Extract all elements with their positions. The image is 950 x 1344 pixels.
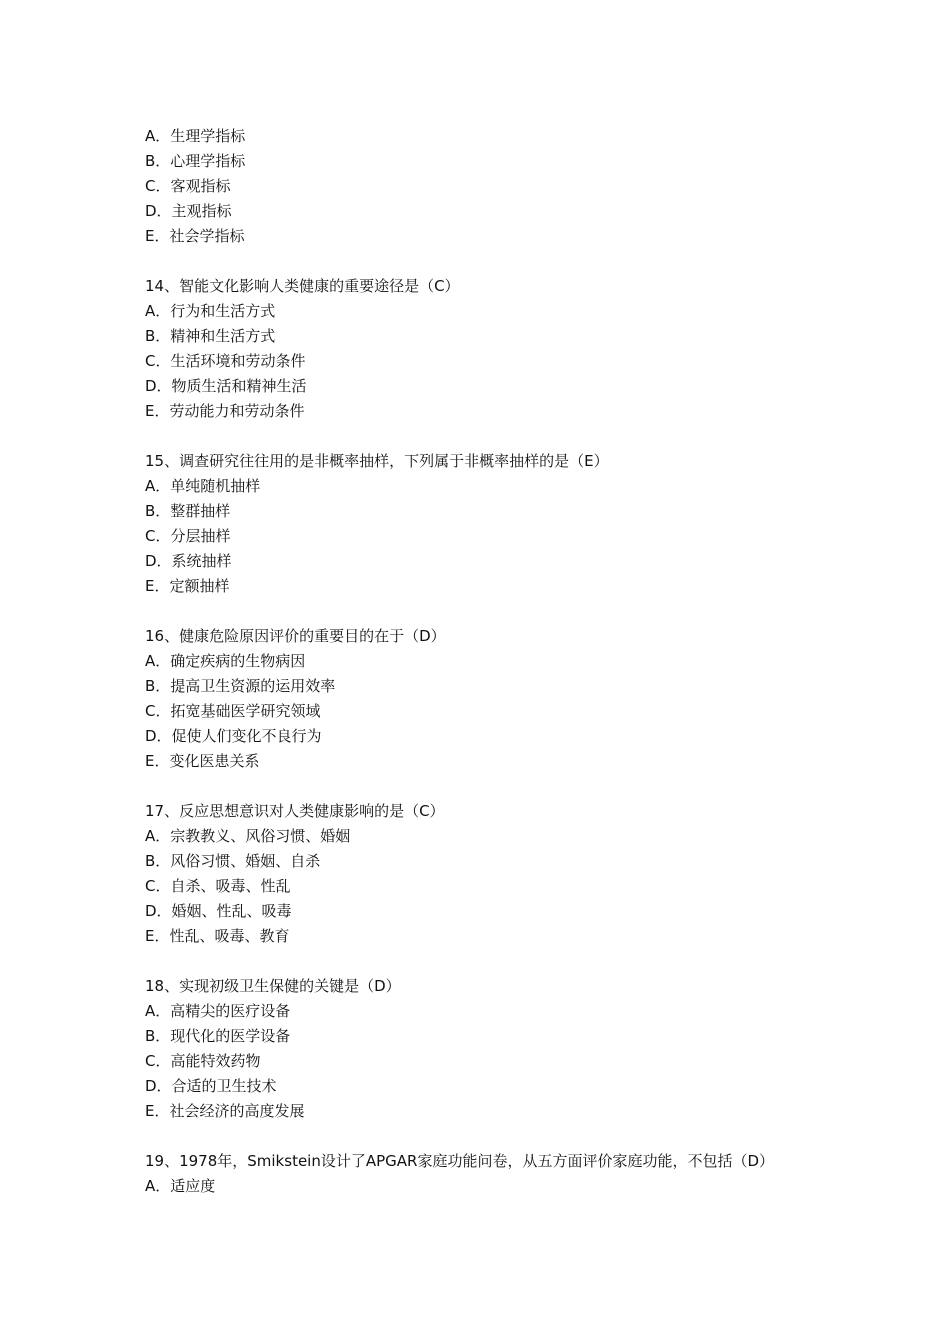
option-c: C．拓宽基础医学研究领域 bbox=[145, 702, 321, 720]
document-page bbox=[145, 124, 810, 1199]
question-block bbox=[145, 274, 810, 424]
question-block bbox=[145, 974, 810, 1124]
option-a: A．适应度 bbox=[145, 1177, 216, 1195]
option-e: E．性乱、吸毒、教育 bbox=[145, 927, 290, 945]
option-d: D．主观指标 bbox=[145, 202, 232, 220]
option-b: B．整群抽样 bbox=[145, 502, 231, 520]
question-block bbox=[145, 1149, 810, 1199]
option-d: D．系统抽样 bbox=[145, 552, 232, 570]
option-c: C．生活环境和劳动条件 bbox=[145, 352, 306, 370]
option-c: C．自杀、吸毒、性乱 bbox=[145, 877, 291, 895]
option-e: E．变化医患关系 bbox=[145, 752, 260, 770]
question-text: 16、健康危险原因评价的重要目的在于（D） bbox=[145, 627, 446, 645]
option-c: C．客观指标 bbox=[145, 177, 231, 195]
option-c: C．高能特效药物 bbox=[145, 1052, 261, 1070]
option-d: D．婚姻、性乱、吸毒 bbox=[145, 902, 292, 920]
option-e: E．定额抽样 bbox=[145, 577, 230, 595]
option-a: A．高精尖的医疗设备 bbox=[145, 1002, 291, 1020]
option-a: A．生理学指标 bbox=[145, 127, 246, 145]
question-block bbox=[145, 449, 810, 599]
option-e: E．社会经济的高度发展 bbox=[145, 1102, 305, 1120]
option-a: A．行为和生活方式 bbox=[145, 302, 276, 320]
option-e: E．劳动能力和劳动条件 bbox=[145, 402, 305, 420]
option-b: B．心理学指标 bbox=[145, 152, 246, 170]
option-d: D．促使人们变化不良行为 bbox=[145, 727, 322, 745]
option-d: D．合适的卫生技术 bbox=[145, 1077, 277, 1095]
question-text: 17、反应思想意识对人类健康影响的是（C） bbox=[145, 802, 445, 820]
option-b: B．现代化的医学设备 bbox=[145, 1027, 291, 1045]
option-b: B．风俗习惯、婚姻、自杀 bbox=[145, 852, 321, 870]
question-block bbox=[145, 124, 810, 249]
option-b: B．精神和生活方式 bbox=[145, 327, 276, 345]
question-text: 19、1978年，Smikstein设计了APGAR家庭功能问卷，从五方面评价家庭功能，不包括（D） bbox=[145, 1152, 775, 1170]
option-d: D．物质生活和精神生活 bbox=[145, 377, 307, 395]
option-b: B．提高卫生资源的运用效率 bbox=[145, 677, 336, 695]
question-text: 15、调查研究往往用的是非概率抽样，下列属于非概率抽样的是（E） bbox=[145, 452, 609, 470]
question-text: 14、智能文化影响人类健康的重要途径是（C） bbox=[145, 277, 460, 295]
option-a: A．单纯随机抽样 bbox=[145, 477, 261, 495]
question-block bbox=[145, 624, 810, 774]
option-a: A．宗教教义、风俗习惯、婚姻 bbox=[145, 827, 351, 845]
option-e: E．社会学指标 bbox=[145, 227, 245, 245]
question-block bbox=[145, 799, 810, 949]
option-c: C．分层抽样 bbox=[145, 527, 231, 545]
question-text: 18、实现初级卫生保健的关键是（D） bbox=[145, 977, 401, 995]
option-a: A．确定疾病的生物病因 bbox=[145, 652, 306, 670]
